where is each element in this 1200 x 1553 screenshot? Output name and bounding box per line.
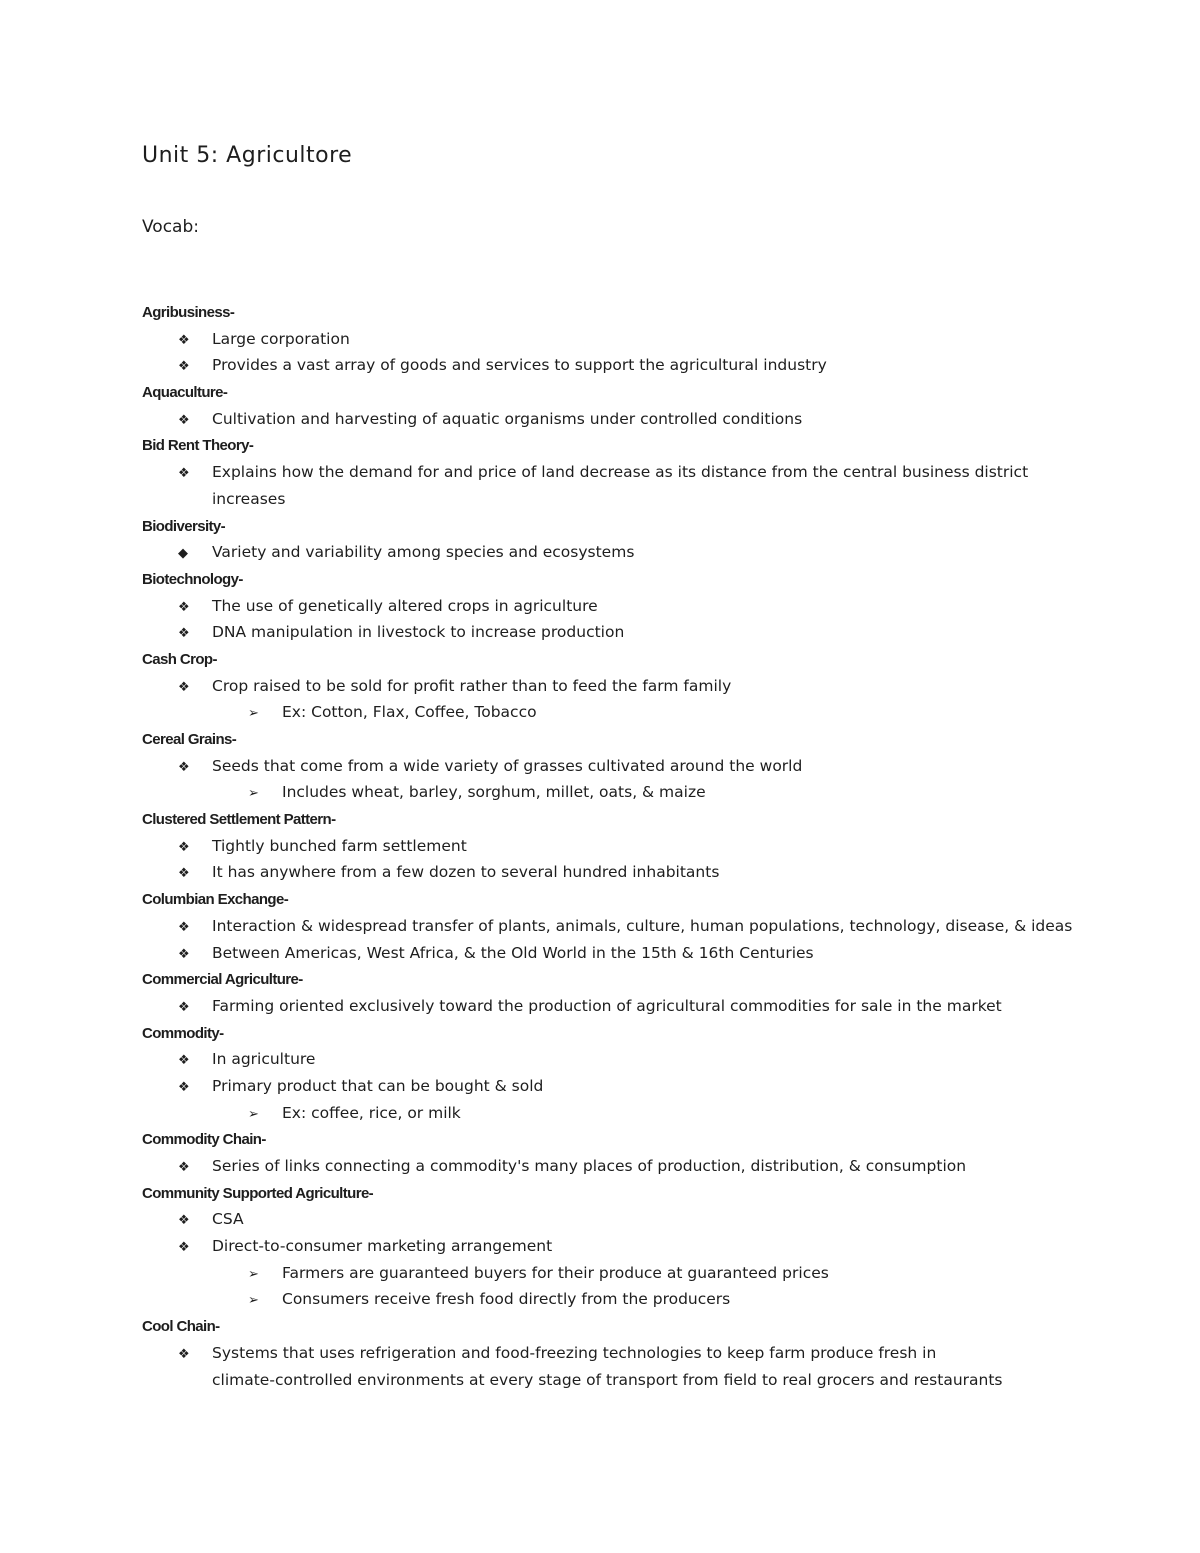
sub-bullet-item (142, 779, 1142, 806)
vocab-term-row (142, 379, 1142, 406)
arrow-bullet-icon: ➢ (248, 786, 259, 802)
bullet-item (142, 1046, 1142, 1073)
sub-bullet-text: Consumers receive fresh food directly from the producers (282, 1290, 731, 1309)
sub-bullet-item (142, 1286, 1142, 1313)
vocab-term: Cereal Grains- (142, 731, 237, 748)
sub-bullet-text: Ex: Cotton, Flax, Coffee, Tobacco (282, 703, 537, 722)
bullet-diamond-icon: ❖ (178, 1346, 190, 1362)
bullet-item (142, 1340, 1142, 1367)
sub-bullet-text: Ex: coffee, rice, or milk (282, 1103, 461, 1122)
bullet-text: The use of genetically altered crops in agriculture (212, 596, 598, 615)
vocab-term-row (142, 646, 1142, 673)
vocab-term: Cash Crop- (142, 650, 217, 668)
bullet-text: Cultivation and harvesting of aquatic organisms under controlled conditions (212, 409, 803, 428)
vocab-term: Commercial Agriculture- (142, 971, 303, 989)
bullet-text: Seeds that come from a wide variety of grasses cultivated around the world (212, 756, 803, 775)
bullet-diamond-icon: ❖ (178, 839, 190, 855)
vocab-term-row (142, 1313, 1142, 1340)
vocab-term-row (142, 566, 1142, 593)
bullet-text-continued: increases (212, 489, 286, 508)
bullet-diamond-icon: ❖ (178, 759, 190, 775)
bullet-item (142, 913, 1142, 940)
sub-bullet-text: Farmers are guaranteed buyers for their produce at guaranteed prices (282, 1263, 829, 1282)
bullet-item (142, 406, 1142, 433)
bullet-item (142, 1153, 1142, 1180)
bullet-text: DNA manipulation in livestock to increase production (212, 623, 625, 642)
bullet-diamond-icon: ❖ (178, 1213, 190, 1229)
bullet-text: Systems that uses refrigeration and food-freezing technologies to keep farm produce fresh in (212, 1343, 937, 1362)
bullet-item (142, 859, 1142, 886)
bullet-item (142, 1206, 1142, 1233)
vocab-term-row (142, 886, 1142, 913)
bullet-item (142, 593, 1142, 620)
bullet-text: Between Americas, West Africa, & the Old World in the 15th & 16th Centuries (212, 943, 814, 962)
vocab-term: Agribusiness- (142, 304, 235, 321)
vocab-term: Aquaculture- (142, 384, 228, 402)
bullet-item (142, 326, 1142, 353)
bullet-item (142, 539, 1142, 566)
bullet-text: Series of links connecting a commodity's many places of production, distribution, & consumption (212, 1157, 967, 1175)
bullet-item (142, 993, 1142, 1020)
arrow-bullet-icon: ➢ (248, 706, 259, 722)
bullet-item (142, 459, 1142, 486)
bullet-diamond-icon: ❖ (178, 946, 190, 962)
bullet-diamond-icon: ❖ (178, 999, 190, 1015)
vocab-term-row (142, 1020, 1142, 1047)
bullet-text: Interaction & widespread transfer of plants, animals, culture, human populations, technology, disease, & ideas (212, 916, 1073, 935)
vocab-heading: Vocab: (142, 217, 199, 237)
bullet-diamond-icon: ❖ (178, 359, 190, 375)
bullet-item (142, 1073, 1142, 1100)
vocab-term-row (142, 966, 1142, 993)
vocab-term-row (142, 806, 1142, 833)
vocab-term-row (142, 299, 1142, 326)
bullet-diamond-icon: ❖ (178, 412, 190, 428)
bullet-diamond-icon: ❖ (178, 1240, 190, 1256)
bullet-item (142, 1233, 1142, 1260)
arrow-bullet-icon: ➢ (248, 1106, 259, 1122)
bullet-text: It has anywhere from a few dozen to several hundred inhabitants (212, 863, 720, 882)
bullet-item (142, 352, 1142, 379)
bullet-text: In agriculture (212, 1050, 316, 1069)
bullet-text: Provides a vast array of goods and services to support the agricultural industry (212, 356, 827, 375)
vocab-list (142, 299, 1142, 1393)
vocab-term-row (142, 432, 1142, 459)
bullet-text-continued: climate-controlled environments at every stage of transport from field to real grocers and restaurants (212, 1370, 1003, 1389)
sub-bullet-text: Includes wheat, barley, sorghum, millet, oats, & maize (282, 783, 706, 802)
bullet-diamond-icon: ❖ (178, 599, 190, 615)
vocab-term: Clustered Settlement Pattern- (142, 811, 336, 829)
bullet-text: Crop raised to be sold for profit rather than to feed the farm family (212, 676, 732, 695)
bullet-diamond-icon: ◆ (178, 546, 188, 562)
bullet-item (142, 833, 1142, 860)
bullet-diamond-icon: ❖ (178, 1053, 190, 1069)
sub-bullet-item (142, 1260, 1142, 1287)
vocab-term: Community Supported Agriculture- (142, 1184, 374, 1202)
bullet-item (142, 753, 1142, 780)
bullet-diamond-icon: ❖ (178, 866, 190, 882)
vocab-term-row (142, 513, 1142, 540)
bullet-diamond-icon: ❖ (178, 332, 190, 348)
arrow-bullet-icon: ➢ (248, 1266, 259, 1282)
bullet-diamond-icon: ❖ (178, 919, 190, 935)
vocab-term: Bid Rent Theory- (142, 437, 254, 455)
bullet-text: CSA (212, 1210, 244, 1229)
vocab-term-row (142, 726, 1142, 753)
bullet-item (142, 673, 1142, 700)
page-title: Unit 5: Agricultore (142, 143, 353, 168)
bullet-diamond-icon: ❖ (178, 679, 190, 695)
bullet-item (142, 619, 1142, 646)
vocab-term-row (142, 1126, 1142, 1153)
vocab-term: Columbian Exchange- (142, 891, 289, 909)
bullet-text: Farming oriented exclusively toward the production of agricultural commodities for sale in the market (212, 996, 1002, 1015)
vocab-term: Cool Chain- (142, 1318, 220, 1336)
bullet-text: Large corporation (212, 329, 350, 348)
vocab-term: Biotechnology- (142, 570, 243, 588)
bullet-text: Tightly bunched farm settlement (212, 836, 467, 855)
bullet-text: Explains how the demand for and price of land decrease as its distance from the central business district (212, 463, 1029, 482)
arrow-bullet-icon: ➢ (248, 1293, 259, 1309)
bullet-diamond-icon: ❖ (178, 626, 190, 642)
bullet-diamond-icon: ❖ (178, 466, 190, 482)
vocab-term: Commodity- (142, 1024, 224, 1042)
vocab-term-row (142, 1180, 1142, 1207)
bullet-diamond-icon: ❖ (178, 1160, 190, 1175)
bullet-text: Primary product that can be bought & sold (212, 1076, 544, 1095)
bullet-item (142, 940, 1142, 967)
sub-bullet-item (142, 699, 1142, 726)
bullet-text: Direct-to-consumer marketing arrangement (212, 1237, 553, 1256)
vocab-term: Biodiversity- (142, 517, 226, 535)
bullet-text: Variety and variability among species and ecosystems (212, 543, 635, 562)
sub-bullet-item (142, 1100, 1142, 1127)
vocab-term: Commodity Chain- (142, 1131, 266, 1149)
bullet-diamond-icon: ❖ (178, 1079, 190, 1095)
